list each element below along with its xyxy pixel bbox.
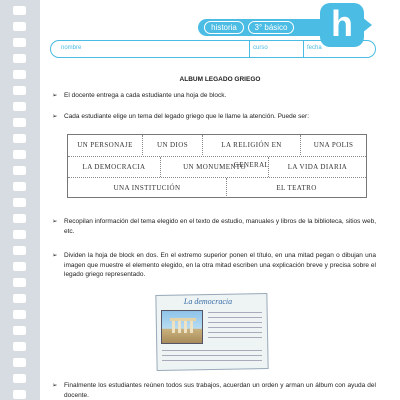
spiral-hole — [13, 198, 26, 207]
temple-column — [190, 321, 193, 333]
name-label: nombre — [61, 45, 82, 51]
temple-column — [184, 321, 187, 333]
topics-row — [68, 177, 366, 198]
writing-lines — [162, 350, 262, 365]
spiral-hole — [13, 390, 26, 399]
arrow-bullet-icon: ➢ — [52, 92, 58, 99]
topic-cell: UNA POLIS — [300, 135, 366, 155]
spiral-hole — [13, 294, 26, 303]
student-info-row — [50, 40, 376, 58]
topic-cell: LA DEMOCRACIA — [82, 163, 146, 171]
topic-cell: LA RELIGIÓN EN GENERAL — [202, 135, 300, 155]
topic-cell: UNA INSTITUCIÓN — [113, 184, 181, 192]
temple-column — [178, 321, 181, 333]
spiral-hole — [13, 134, 26, 143]
course-label: curso — [253, 45, 268, 51]
topic-cell: LA VIDA DIARIA — [268, 157, 366, 177]
topic-cell: EL TEATRO — [226, 178, 366, 198]
logo: h — [320, 3, 364, 47]
spiral-hole — [13, 166, 26, 175]
logo-arrow-icon — [362, 17, 372, 33]
spiral-hole — [13, 374, 26, 383]
notebook-spiral — [0, 0, 40, 400]
page-title: ALBUM LEGADO GRIEGO — [179, 76, 261, 83]
arrow-bullet-icon: ➢ — [52, 218, 58, 225]
writing-lines — [208, 312, 262, 342]
divider — [303, 41, 304, 57]
spiral-hole — [13, 214, 26, 223]
spiral-hole — [13, 38, 26, 47]
spiral-hole — [13, 262, 26, 271]
spiral-hole — [13, 102, 26, 111]
instruction-1: El docente entrega a cada estudiante una hoja de block. — [64, 92, 227, 99]
date-label: fecha — [307, 45, 322, 51]
spiral-hole — [13, 86, 26, 95]
spiral-hole — [13, 358, 26, 367]
parthenon-image — [161, 310, 203, 344]
arrow-bullet-icon: ➢ — [52, 382, 58, 389]
topic-cell: UN PERSONAJE — [77, 141, 133, 149]
instruction-4: Dividen la hoja de block en dos. En el extremo superior ponen el título, en una mitad pegan o dibujan una imagen que muestre el elemento elegido, en la otra mitad escriben una explicación breve y precisa sobre el legado griego representado. — [64, 252, 376, 278]
album-sheet-title: La democracia — [183, 297, 233, 306]
instruction-2: Cada estudiante elige un tema del legado griego que le llame la atención. Puede ser: — [64, 113, 310, 120]
temple-column — [172, 321, 175, 333]
instruction-3: Recopilan información del tema elegido en el texto de estudio, manuales y libros de la biblioteca, sitios web, etc. — [64, 218, 376, 235]
spiral-hole — [13, 246, 26, 255]
spiral-hole — [13, 70, 26, 79]
topics-table — [67, 134, 367, 198]
topic-cell: UN MONUMENTO — [160, 157, 268, 177]
arrow-bullet-icon: ➢ — [52, 113, 58, 120]
spiral-hole — [13, 182, 26, 191]
subject-tag: historia — [204, 21, 244, 34]
spiral-hole — [13, 230, 26, 239]
topics-row — [68, 156, 366, 177]
spiral-hole — [13, 150, 26, 159]
grade-tag: 3° básico — [248, 21, 294, 34]
topic-cell: UN DIOS — [142, 135, 202, 155]
spiral-hole — [13, 118, 26, 127]
instruction-5: Finalmente los estudiantes reúnen todos sus trabajos, acuerdan un orden y arman un álbum con ayuda del docente. — [64, 382, 376, 399]
spiral-hole — [13, 54, 26, 63]
spiral-hole — [13, 326, 26, 335]
spiral-hole — [13, 6, 26, 15]
spiral-hole — [13, 278, 26, 287]
spiral-hole — [13, 342, 26, 351]
arrow-bullet-icon: ➢ — [52, 252, 58, 259]
divider — [249, 41, 250, 57]
spiral-hole — [13, 310, 26, 319]
spiral-hole — [13, 22, 26, 31]
